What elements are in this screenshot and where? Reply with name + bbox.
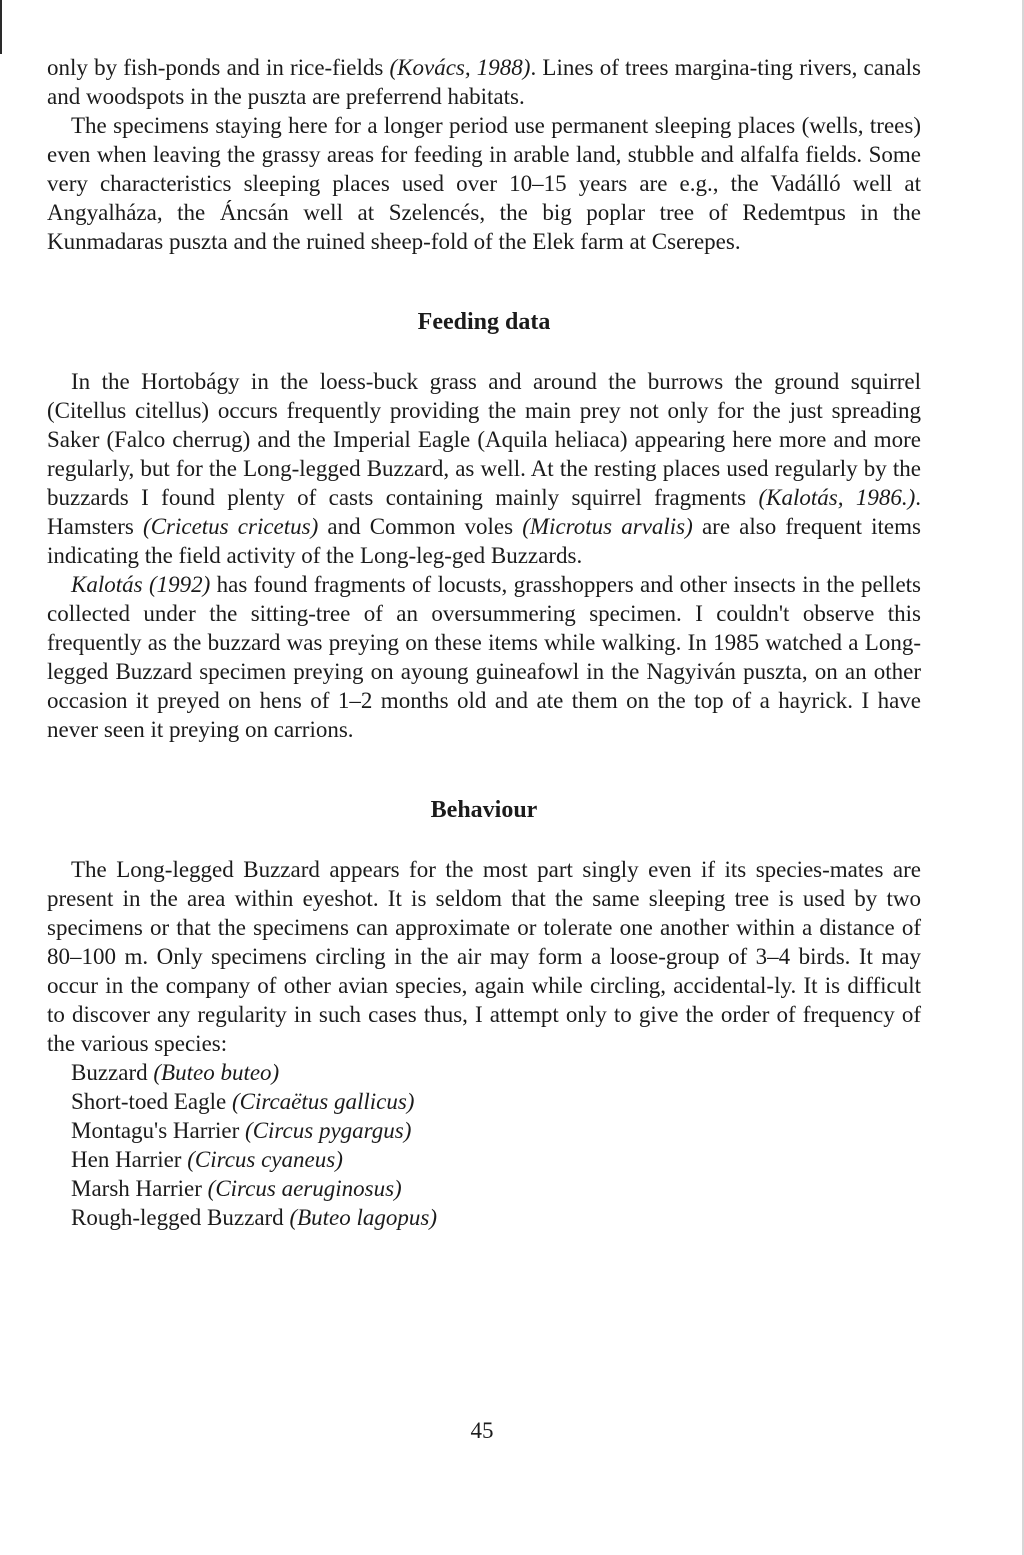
species-list	[47, 1058, 921, 1232]
intro-text-continued: . Lines of trees margina-ting rivers, canals and woodspots in the puszta are preferrend habitats.	[47, 55, 922, 109]
scan-edge-mark	[0, 0, 2, 54]
species-latin-name: (Circus aeruginosus)	[207, 1176, 402, 1201]
list-item	[47, 1203, 921, 1232]
species-latin-name: (Circaëtus gallicus)	[231, 1089, 415, 1114]
species-common-name: Hen Harrier	[71, 1147, 188, 1172]
feeding-paragraph-1	[47, 367, 921, 570]
species-common-name: Rough-legged Buzzard	[71, 1205, 290, 1230]
feeding-text: In the Hortobágy in the loess-buck grass and around the burrows the ground squirrel (Citellus citellus) occurs frequently providing the main prey not only for the just spreading Saker (Falco cherrug) and the Imperial Eagle (Aquila heliaca) appearing here more and more regularly, but for the Long-legged Buzzard, as well. At the resting places used regularly by the buzzards I found plenty of casts containing mainly squirrel fragments	[47, 369, 921, 510]
feeding-text: . Hamsters	[47, 485, 921, 539]
species-common-name: Short-toed Eagle	[71, 1089, 232, 1114]
sleeping-places-paragraph: The specimens staying here for a longer period use permanent sleeping places (wells, trees) even when leaving the grassy areas for feeding in arable land, stubble and alfalfa fields. Some very characteristics sleeping places used over 10–15 years are e.g., the Vadálló well at Angyalháza, the Áncsán well at Szelencés, the big poplar tree of Redemtpus in the Kunmadaras puszta and the ruined sheep-fold of the Elek farm at Cserepes.	[47, 113, 921, 254]
page-number: 45	[470, 1418, 494, 1443]
species-common-name: Buzzard	[71, 1060, 154, 1085]
feeding-text: and Common voles	[318, 514, 523, 539]
list-item	[47, 1087, 921, 1116]
section-heading-behaviour: Behaviour	[430, 797, 538, 823]
latin-name-vole: (Microtus arvalis)	[522, 514, 693, 539]
intro-text: only by fish-ponds and in rice-fields	[47, 55, 390, 80]
intro-paragraph	[47, 53, 921, 111]
feeding-text: are also frequent items indicating the field activity of the Long-leg-ged Buzzards.	[47, 514, 921, 568]
citation-kalotas-1992: Kalotás (1992)	[71, 572, 211, 597]
species-latin-name: (Buteo lagopus)	[289, 1205, 437, 1230]
latin-name-hamster: (Cricetus cricetus)	[143, 514, 319, 539]
species-common-name: Marsh Harrier	[71, 1176, 208, 1201]
list-item	[47, 1116, 921, 1145]
list-item	[47, 1145, 921, 1174]
page-body	[47, 53, 921, 1232]
species-common-name: Montagu's Harrier	[71, 1118, 246, 1143]
feeding-paragraph-2	[47, 570, 921, 744]
species-latin-name: (Circus cyaneus)	[187, 1147, 343, 1172]
species-latin-name: (Circus pygargus)	[245, 1118, 412, 1143]
citation-kalotas-1986: (Kalotás, 1986.)	[758, 485, 916, 510]
list-item	[47, 1058, 921, 1087]
feeding-text: has found fragments of locusts, grasshoppers and other insects in the pellets collected under the sitting-tree of an oversummering specimen. I couldn't observe this frequently as the buzzard was preying on these items while walking. In 1985 watched a Long-legged Buzzard specimen preying on ayoung guineafowl in the Nagyiván puszta, on an other occasion it preyed on hens of 1–2 months old and ate them on the top of a hayrick. I have never seen it preying on carrions.	[47, 572, 921, 742]
species-latin-name: (Buteo buteo)	[153, 1060, 280, 1085]
list-item	[47, 1174, 921, 1203]
behaviour-paragraph: The Long-legged Buzzard appears for the most part singly even if its species-mates are present in the area within eyeshot. It is seldom that the same sleeping tree is used by two specimens or that the specimens can approximate or tolerate one another within a distance of 80–100 m. Only specimens circling in the air may form a loose-group of 3–4 birds. It may occur in the company of other avian species, again while circling, accidental-ly. It is difficult to discover any regularity in such cases thus, I attempt only to give the order of frequency of the various species:	[47, 857, 921, 1056]
section-heading-feeding: Feeding data	[417, 309, 551, 335]
citation-kovacs: (Kovács, 1988)	[389, 55, 531, 80]
